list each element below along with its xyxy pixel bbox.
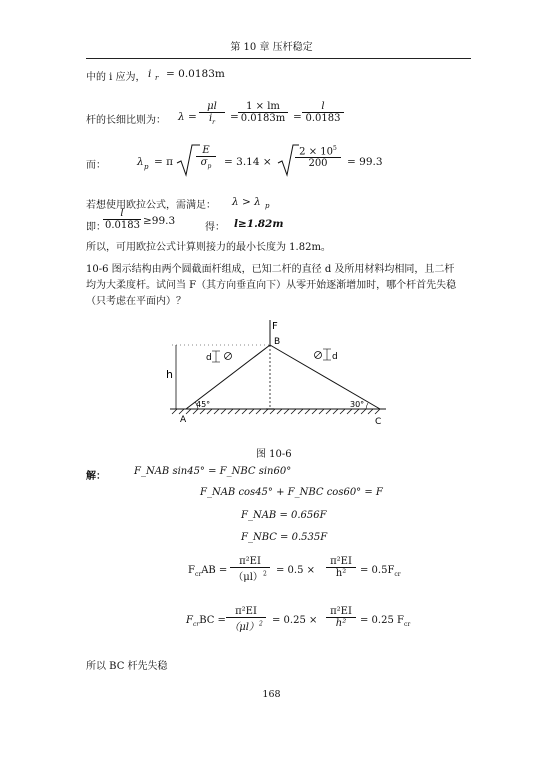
label-B: B [274,337,281,347]
page-number: 168 [262,689,281,700]
frac-fcr-ab-1 [230,556,270,583]
frac-num: E [202,145,210,156]
eq-equilibrium-2: F_NAB cos45° + F_NBC cos60° = F [200,487,383,498]
frac-den: 200 [295,157,341,169]
frac-den: $(\mu l)^2$ [226,617,266,633]
eq-equilibrium-1: F_NAB sin45° = F_NBC sin60° [134,466,292,477]
fcr-bc-mid: = 0.25 × [272,615,318,626]
de-label: 得： [205,222,225,233]
ir-value: = 0.0183m [166,68,225,80]
fcr-ab-mid: = 0.5 × [276,565,316,576]
figure-caption: 图 10-6 [256,449,292,460]
label-h: h [166,368,173,381]
frac-mul-over-ir [199,101,225,126]
label-d-right: d [332,352,338,362]
eq-sign-2: = [293,111,302,123]
frac-l-over [302,101,344,124]
truss-figure [160,318,400,436]
result: l≥1.82m [234,218,284,230]
frac-num: π²EI [239,556,261,567]
frac-den: $i_r$ [199,112,225,126]
ir-symbol: i [148,68,152,80]
frac-num: π²EI [235,606,257,617]
eq-sign-1: = [230,111,239,123]
header-rule [86,58,471,59]
cond-label: 若想使用欧拉公式，需满足： [86,200,216,211]
ground-hatch [172,409,380,414]
frac-1lm [238,101,288,124]
slenderness-label: 杆的长细比则为： [86,115,166,126]
label-A: A [180,415,187,425]
lambda-lhs: λ = [178,111,197,123]
ir-subscript: r [155,74,159,82]
frac-den: 0.0183 [302,112,344,124]
frac-den: h² [326,617,356,629]
frac-fcr-bc-2 [326,606,356,629]
frac-2e5-over-200 [295,145,341,169]
frac-l-over-00183 [103,208,141,231]
lambda-p-sub: p [144,163,149,171]
problem-statement: 10-6 图示结构由两个圆截面杆组成，已知二杆的直径 d 及所用材料均相同，且二杆均为大柔度杆。试问当 F（其方向垂直向下）从零开始逐渐增加时，哪个杆首先失稳（只考虑在平面内）？ [86,264,457,307]
eq-fnbc: F_NBC = 0.535F [241,532,328,543]
cond-expr: λ > λ [232,196,261,208]
label-d-left: d [206,353,212,363]
frac-den: h² [326,567,356,579]
label-angle-30: 30° [350,400,365,409]
frac-e-over-sigma [196,145,216,170]
frac-fcr-bc-1 [226,606,266,633]
cond-sub: p [265,202,270,210]
lambda-p: λ [137,156,144,168]
label-angle-45: 45° [196,400,211,409]
fcr-ab-label: $F_{cr}AB$ = [188,565,228,578]
fcr-bc-label: $F_{cr}BC$ = [186,615,226,628]
running-header: 第 10 章 压杆稳定 [230,42,313,53]
frac-den: $\sigma_p$ [196,156,216,170]
frac-num: $2 \times 10^5$ [299,145,337,158]
fcr-bc-end: = 0.25 $F_{cr}$ [360,615,411,628]
frac-num: l [321,101,325,112]
label-F: F [272,321,278,332]
ir-label: 中的 i 应为， [86,72,146,83]
frac-den: 0.0183 [105,220,140,231]
frac-num: π²EI [330,606,352,617]
frac-fcr-ab-2 [326,556,356,579]
frac-den: 0.0183m [238,112,288,124]
eq-314: = 3.14 × [224,156,272,168]
fcr-ab-end: = $0.5F_{cr}$ [360,565,401,578]
frac-den: $(\mu l)^2$ [230,567,270,583]
frac-num: 1 × lm [246,101,280,112]
conclusion: 所以，可用欧拉公式计算则接力的最小长度为 1.82m。 [86,242,331,253]
solution-label: 解： [86,471,106,482]
eq-fnab: F_NAB = 0.656F [241,510,327,521]
ji-label: 即： [86,222,106,233]
frac-num: l [120,208,124,219]
ge-993: ≥99.3 [143,215,176,227]
label-C: C [375,417,382,427]
frac-num: π²EI [330,556,352,567]
er-label: 而： [86,160,106,171]
final-conclusion: 所以 BC 杆先失稳 [86,661,168,672]
eq-993: = 99.3 [347,156,383,168]
frac-num: μl [207,101,217,112]
eq-pi: = π [154,156,174,168]
